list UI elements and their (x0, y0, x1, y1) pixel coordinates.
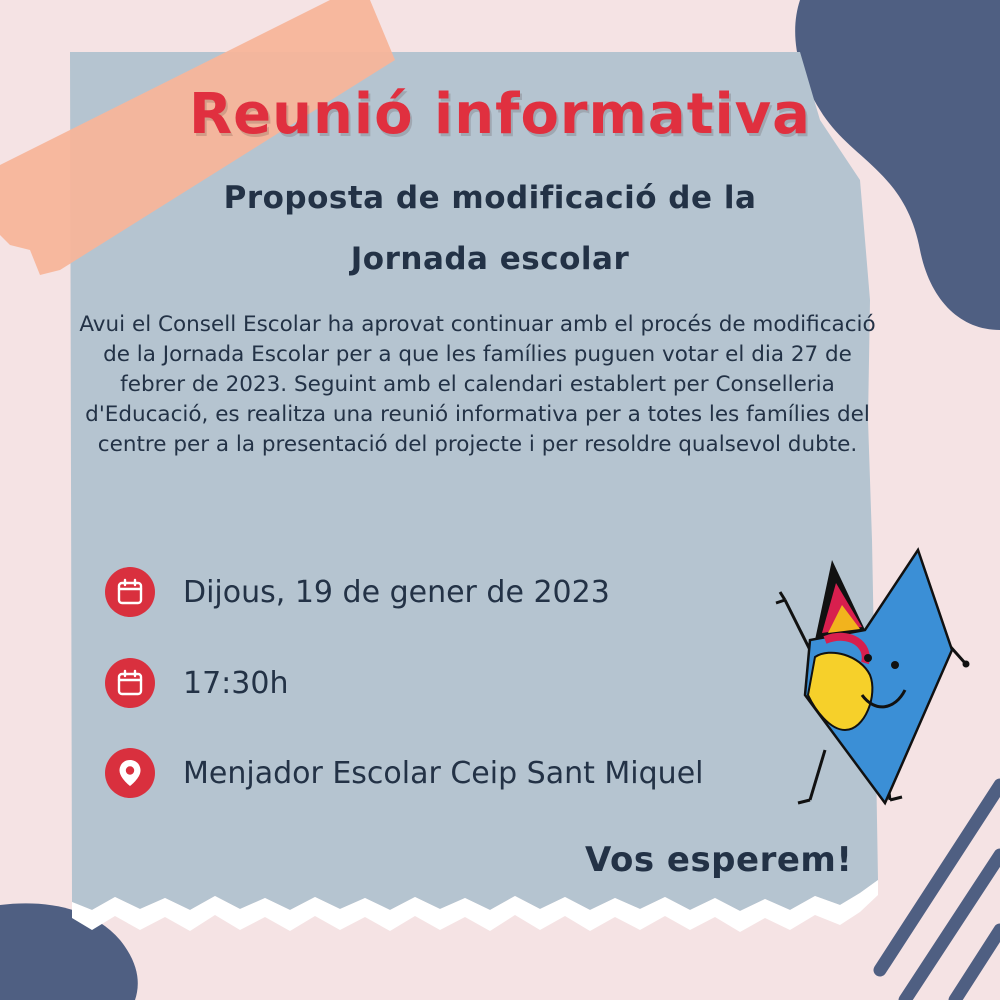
date-row (105, 567, 610, 617)
closing-message: Vos esperem! (585, 840, 853, 880)
navy-blob-bottom-left (0, 903, 138, 1000)
subtitle-line-2: Jornada escolar (350, 241, 630, 277)
calendar-icon (105, 567, 155, 617)
place-row (105, 748, 704, 798)
subtitle (110, 168, 870, 290)
date-text: Dijous, 19 de gener de 2023 (183, 574, 610, 610)
diagonal-stripes (880, 785, 1000, 1000)
page-title: Reunió informativa (189, 82, 811, 147)
school-mascot (770, 545, 975, 815)
time-row (105, 658, 288, 708)
calendar-icon (105, 658, 155, 708)
time-text: 17:30h (183, 665, 289, 701)
place-text: Menjador Escolar Ceip Sant Miquel (183, 755, 704, 791)
location-pin-icon (105, 748, 155, 798)
subtitle-line-1: Proposta de modificació de la (223, 180, 757, 216)
announcement-body: Avui el Consell Escolar ha aprovat continuar amb el procés de modificació de la Jornada Escolar per a que les famílies puguen votar el dia 27 de febrer de 2023. Seguint amb el calendari establert per Conselleria d'Educació, es realitza una reunió informativa per a totes les famílies del centre per a la presentació del projecte i per resoldre qualsevol dubte. (79, 312, 876, 457)
